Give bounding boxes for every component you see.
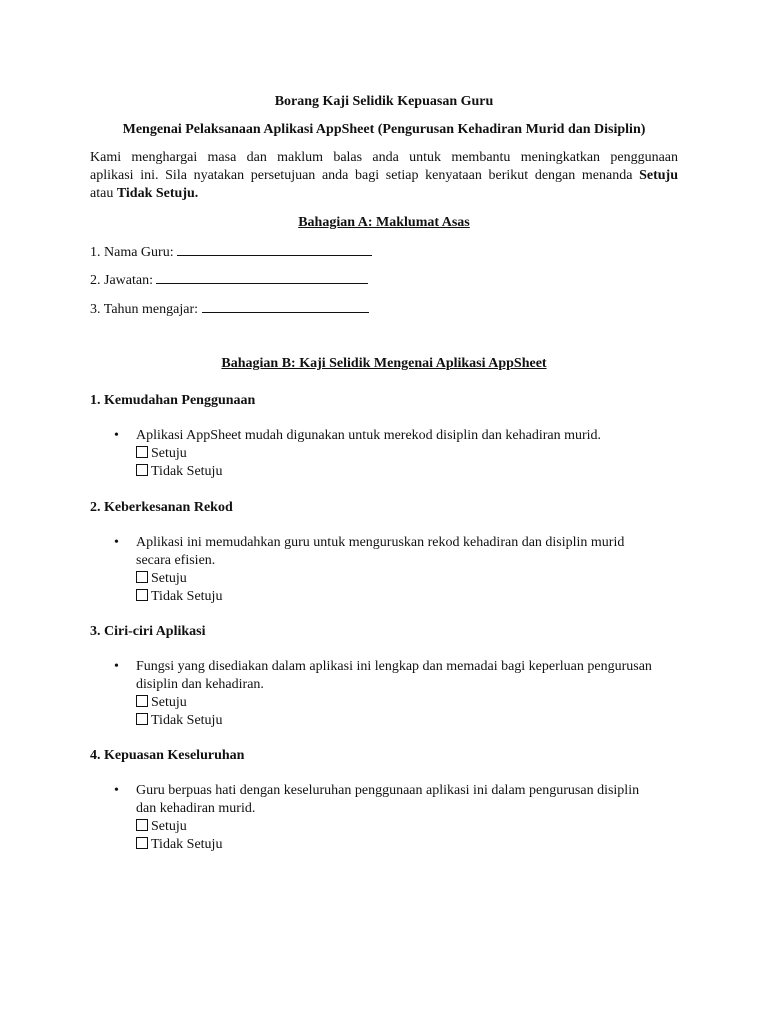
intro-disagree-term: Tidak Setuju.	[116, 186, 199, 201]
field-label: 1. Nama Guru:	[90, 245, 174, 260]
question-4-statement-line-2: dan kehadiran murid.	[136, 801, 256, 816]
section-b-heading: Bahagian B: Kaji Selidik Mengenai Aplikasi AppSheet	[221, 356, 547, 371]
option-tidak-setuju[interactable]	[136, 836, 678, 854]
intro-line-1: Kami menghargai masa dan maklum balas anda untuk membantu meningkatkan penggunaan	[90, 150, 678, 165]
field-tahun-mengajar[interactable]	[90, 299, 369, 319]
checkbox-icon[interactable]	[136, 446, 148, 458]
question-4-title: 4. Kepuasan Keseluruhan	[90, 748, 245, 763]
option-label: Tidak Setuju	[151, 837, 223, 852]
bullet: •	[114, 783, 119, 798]
question-3-item	[114, 658, 678, 730]
bullet: •	[114, 535, 119, 550]
blank-line[interactable]	[202, 299, 369, 313]
intro-line-2	[90, 167, 678, 185]
blank-line[interactable]	[177, 242, 372, 256]
question-1-statement: Aplikasi AppSheet mudah digunakan untuk merekod disiplin dan kehadiran murid.	[136, 428, 602, 443]
option-label: Tidak Setuju	[151, 713, 223, 728]
question-2-statement-line-2: secara efisien.	[136, 553, 216, 568]
option-label: Tidak Setuju	[151, 589, 223, 604]
question-2-statement-line-1: Aplikasi ini memudahkan guru untuk menguruskan rekod kehadiran dan disiplin murid	[136, 535, 625, 550]
option-label: Setuju	[151, 446, 187, 461]
checkbox-icon[interactable]	[136, 589, 148, 601]
option-label: Tidak Setuju	[151, 464, 223, 479]
field-jawatan[interactable]	[90, 270, 368, 290]
option-tidak-setuju[interactable]	[136, 712, 678, 730]
intro-line-2-text: aplikasi ini. Sila nyatakan persetujuan anda bagi setiap kenyataan berikut dengan menanda	[90, 168, 633, 183]
option-setuju[interactable]	[136, 694, 678, 712]
question-1-title: 1. Kemudahan Penggunaan	[90, 393, 256, 408]
checkbox-icon[interactable]	[136, 571, 148, 583]
question-4-item	[114, 782, 678, 854]
checkbox-icon[interactable]	[136, 464, 148, 476]
field-label: 3. Tahun mengajar:	[90, 302, 199, 317]
checkbox-icon[interactable]	[136, 819, 148, 831]
form-subtitle: Mengenai Pelaksanaan Aplikasi AppSheet (Pengurusan Kehadiran Murid dan Disiplin)	[122, 122, 646, 137]
checkbox-icon[interactable]	[136, 713, 148, 725]
section-a-heading: Bahagian A: Maklumat Asas	[298, 215, 470, 230]
bullet: •	[114, 428, 119, 443]
option-setuju[interactable]	[136, 570, 678, 588]
blank-line[interactable]	[156, 270, 368, 284]
option-label: Setuju	[151, 819, 187, 834]
question-4-statement-line-1: Guru berpuas hati dengan keseluruhan penggunaan aplikasi ini dalam pengurusan disiplin	[136, 783, 640, 798]
field-label: 2. Jawatan:	[90, 273, 153, 288]
option-label: Setuju	[151, 695, 187, 710]
question-2-title: 2. Keberkesanan Rekod	[90, 500, 233, 515]
intro-line-3	[90, 185, 678, 203]
option-tidak-setuju[interactable]	[136, 463, 678, 481]
option-setuju[interactable]	[136, 818, 678, 836]
intro-agree-term: Setuju	[639, 168, 678, 183]
intro-line-3-text: atau	[90, 186, 114, 201]
checkbox-icon[interactable]	[136, 837, 148, 849]
question-1-item	[114, 427, 678, 481]
question-2-item	[114, 534, 678, 606]
question-3-statement-line-1: Fungsi yang disediakan dalam aplikasi ini lengkap dan memadai bagi keperluan pengurusan	[136, 659, 652, 674]
bullet: •	[114, 659, 119, 674]
option-setuju[interactable]	[136, 445, 678, 463]
checkbox-icon[interactable]	[136, 695, 148, 707]
form-title: Borang Kaji Selidik Kepuasan Guru	[274, 94, 494, 109]
intro-paragraph	[90, 149, 678, 203]
question-3-statement-line-2: disiplin dan kehadiran.	[136, 677, 264, 692]
option-tidak-setuju[interactable]	[136, 588, 678, 606]
question-3-title: 3. Ciri-ciri Aplikasi	[90, 624, 206, 639]
field-nama-guru[interactable]	[90, 242, 372, 262]
option-label: Setuju	[151, 571, 187, 586]
